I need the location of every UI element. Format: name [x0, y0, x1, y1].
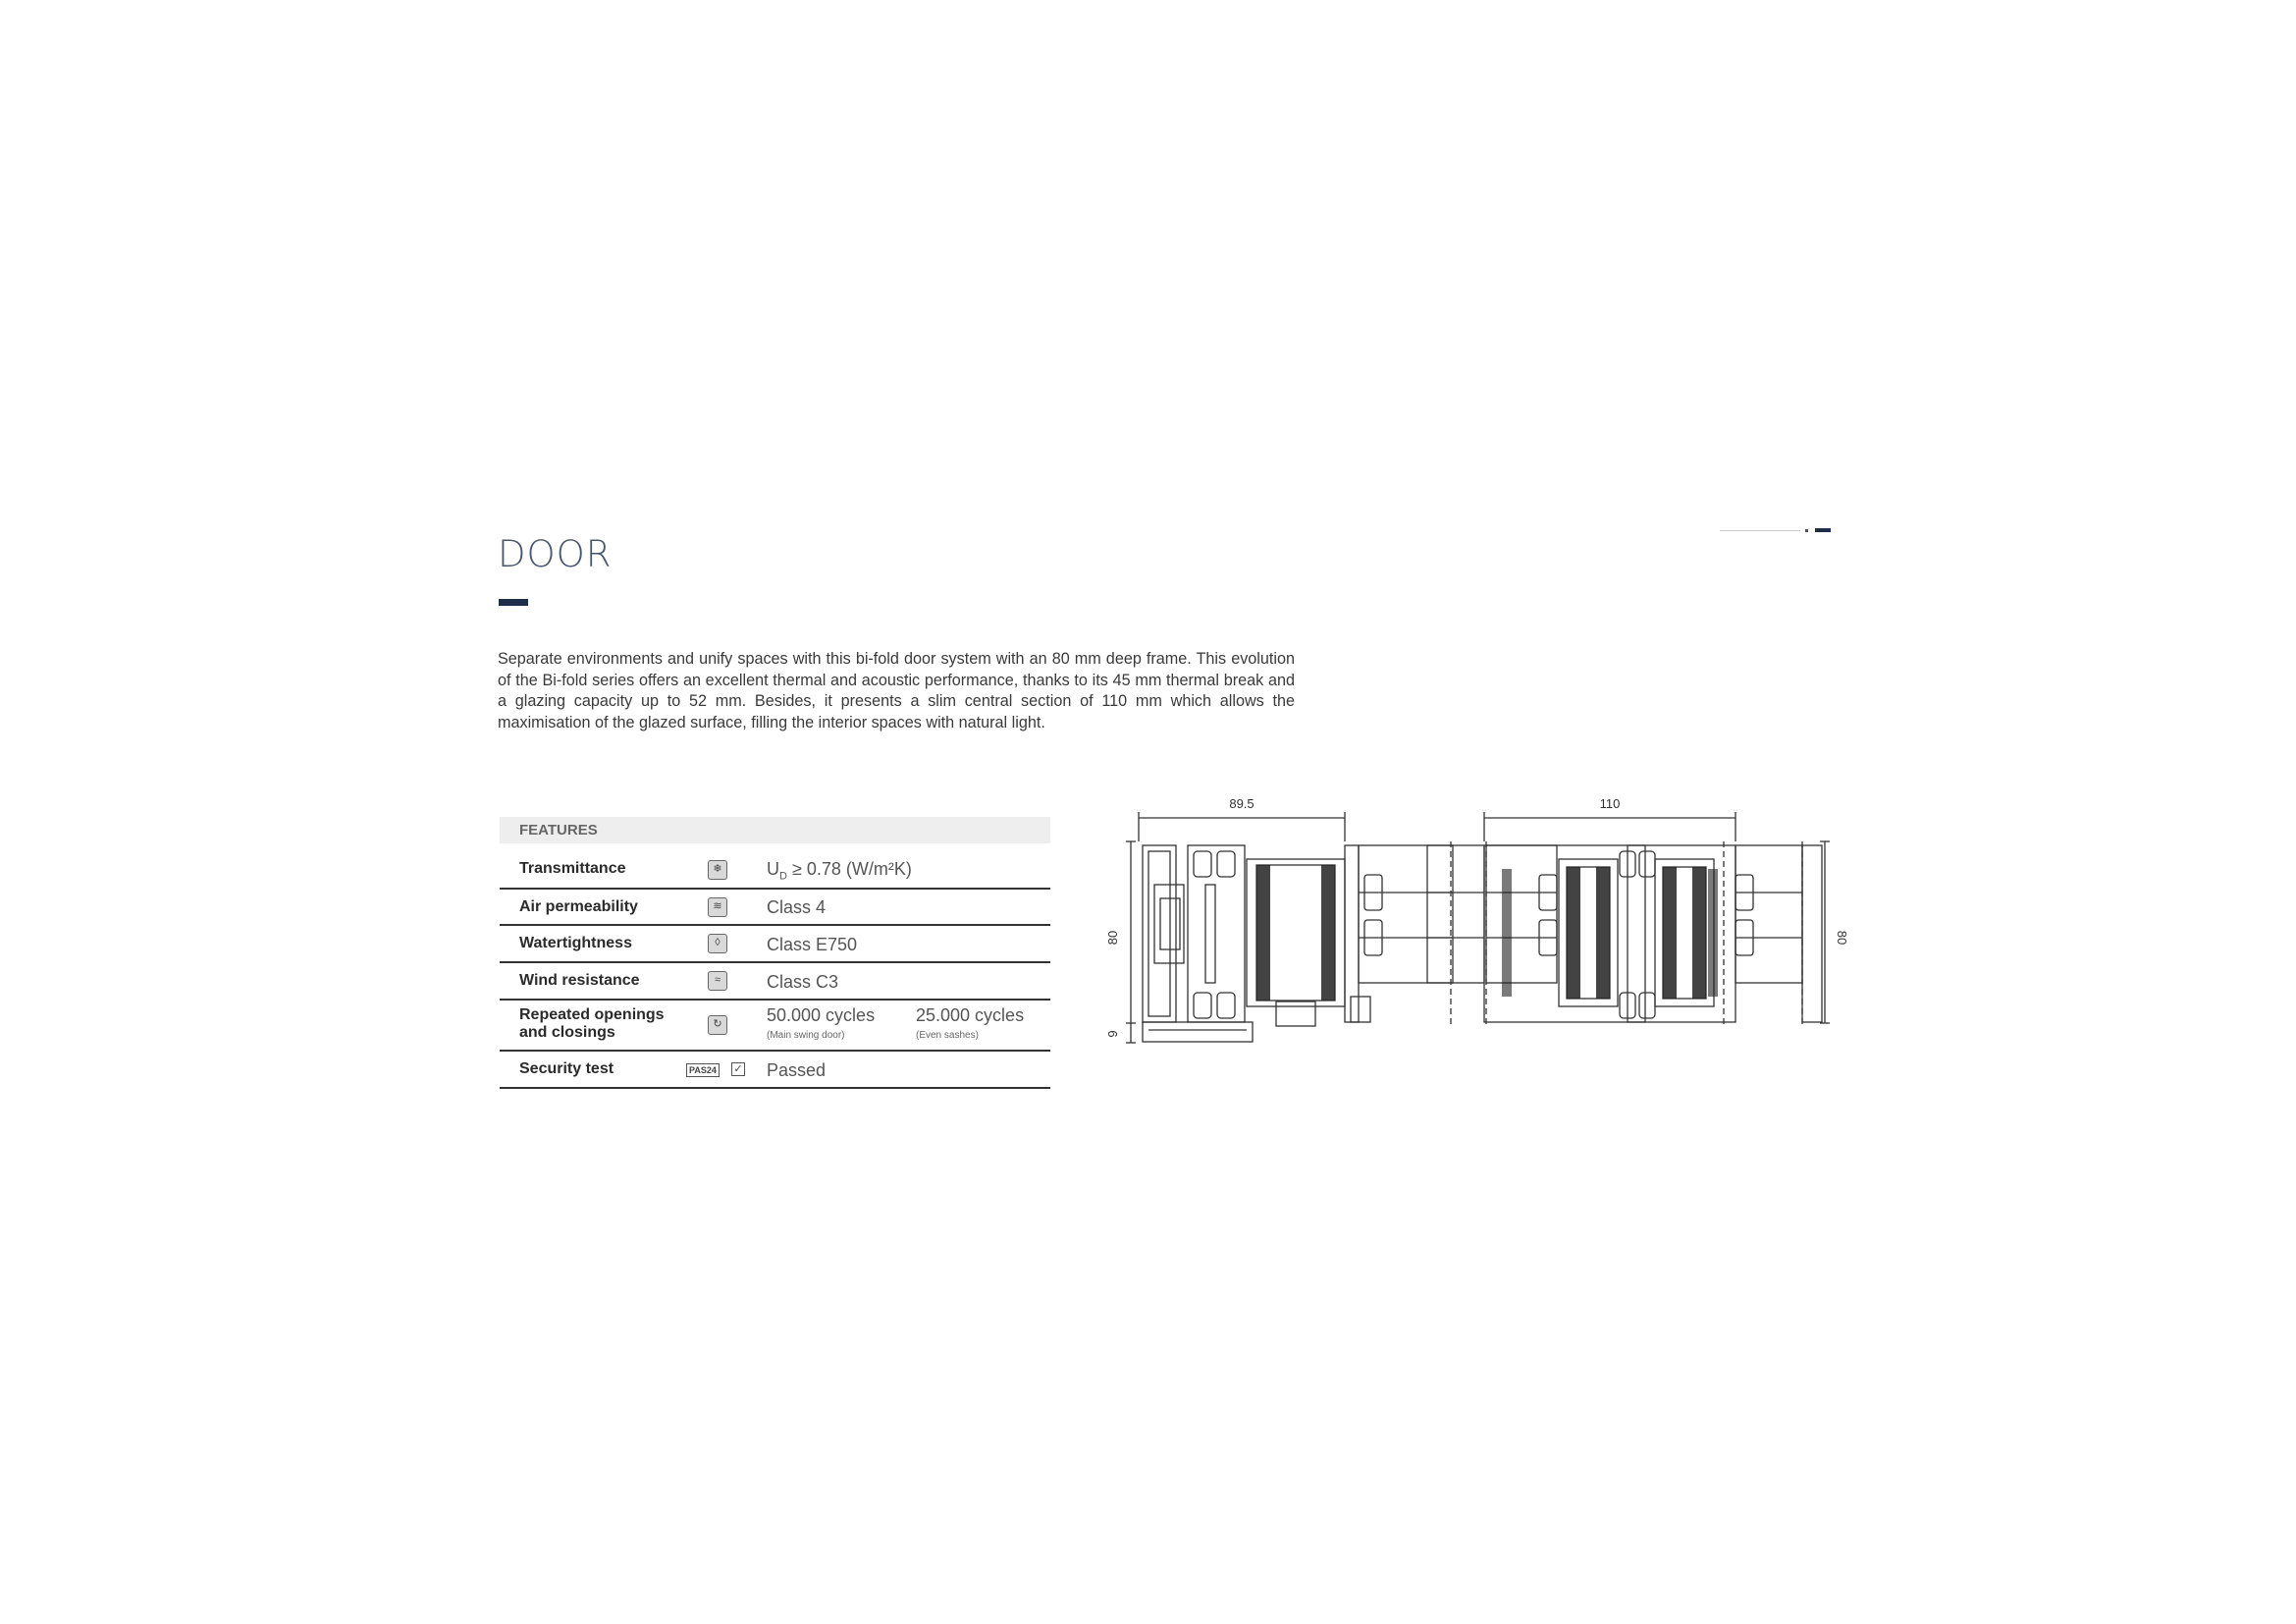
feature-label: Security test	[519, 1060, 614, 1077]
feature-value: Passed	[767, 1060, 827, 1080]
feature-row-wind-resistance	[500, 963, 1050, 1001]
feature-value: $U_D \ge 0.78$ (W/m²K)	[767, 859, 912, 883]
feature-row-air-permeability	[500, 890, 1050, 926]
features-table	[500, 817, 1050, 1089]
top-right-accent-bar	[1815, 528, 1831, 532]
cycles-icon: ↻	[708, 1015, 727, 1035]
title-accent-bar	[499, 599, 528, 606]
feature-value: Class C3	[767, 972, 839, 992]
dimension-label-left-side: 80	[1105, 930, 1120, 946]
feature-label: Watertightness	[519, 935, 632, 951]
feature-value-main-note: (Main swing door)	[767, 1030, 845, 1041]
water-icon: ◊	[708, 934, 727, 953]
top-right-dot	[1805, 529, 1808, 532]
feature-value-even: 25.000 cycles	[916, 1005, 1025, 1025]
feature-value: Class 4	[767, 897, 827, 917]
wind-icon: ≈	[708, 971, 727, 991]
features-header: FEATURES	[500, 817, 1050, 843]
dimension-label-left-top: 89.5	[1229, 796, 1255, 811]
top-right-rule	[1720, 530, 1800, 531]
dimension-label-right-top: 110	[1599, 796, 1621, 811]
feature-value-main: 50.000 cycles	[767, 1005, 876, 1025]
thermal-icon: ❄	[708, 860, 727, 880]
feature-row-transmittance	[500, 851, 1050, 890]
feature-label: Wind resistance	[519, 972, 640, 989]
page-title: DOOR	[498, 533, 613, 575]
check-icon: ✓	[731, 1062, 745, 1076]
feature-value-even-note: (Even sashes)	[916, 1030, 979, 1041]
feature-row-repeated-openings	[500, 1001, 1050, 1052]
feature-label: Air permeability	[519, 898, 638, 915]
feature-value: Class E750	[767, 935, 858, 954]
dimension-label-left-bottom: 9	[1105, 1030, 1120, 1038]
feature-label: Repeated openings and closings	[519, 1006, 665, 1041]
air-icon: ≋	[708, 897, 727, 917]
feature-row-watertightness	[500, 926, 1050, 963]
pas24-icon: PAS24	[686, 1063, 720, 1077]
profile-section-drawing	[1099, 790, 1849, 1056]
description-paragraph: Separate environments and unify spaces with this bi-fold door system with an 80 mm deep frame. This evolution of the Bi-fold series offers an excellent thermal and acoustic performance, thanks to its 45 mm thermal break and a glazing capacity up to 52 mm. Besides, it presents a slim central section of 110 mm which allows the maximisation of the glazed surface, filling the interior spaces with natural light.	[498, 650, 1295, 731]
feature-row-security-test	[500, 1052, 1050, 1089]
dimension-label-right-side: 80	[1835, 930, 1849, 946]
feature-label: Transmittance	[519, 860, 626, 877]
